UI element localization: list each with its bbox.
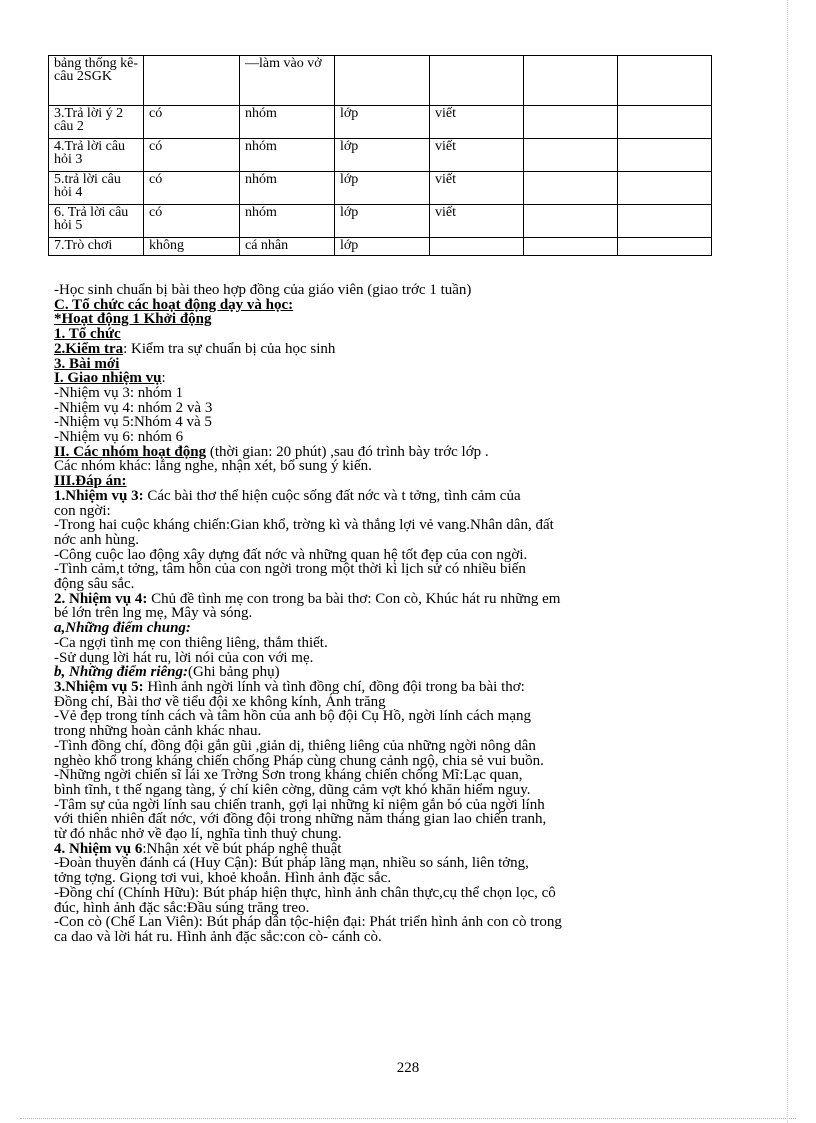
table-cell — [618, 172, 712, 205]
lesson-body — [54, 283, 714, 945]
table-cell — [524, 238, 618, 256]
text-line: -Nhiệm vụ 4: nhóm 2 và 3 — [54, 399, 213, 416]
text-line: Đồng chí, Bài thơ về tiểu đội xe không kính, Ánh trăng — [54, 693, 386, 710]
table-row — [49, 238, 712, 256]
table-cell: —làm vào vở — [240, 56, 335, 106]
inline-heading: II. Các nhóm hoạt động — [54, 443, 207, 460]
table-cell: lớp — [335, 139, 430, 172]
page-border-bottom — [20, 1118, 796, 1119]
text-line: với thiên nhiên đất nớc, với đồng đội trong những năm tháng gian lao chiến tranh, — [54, 811, 547, 828]
inline-heading: 2.Kiểm tra — [54, 340, 124, 357]
table-cell — [618, 106, 712, 139]
table-cell: 3.Trả lời ý 2 câu 2 — [49, 106, 144, 139]
text-line: -Tình đồng chí, đồng đội gắn gũi ,giản dị, thiêng liêng của những ngời nông dân — [54, 737, 536, 754]
text-line — [54, 842, 714, 857]
text-line: -Sử dụng lời hát ru, lời nói của con với mẹ. — [54, 649, 314, 666]
section-heading: *Hoạt động 1 Khởi động — [54, 311, 212, 328]
table-row — [49, 56, 712, 106]
inline-heading: b, Những điểm riêng: — [54, 664, 188, 681]
text-line: -Đoàn thuyền đánh cá (Huy Cận): Bút pháp lãng mạn, nhiều so sánh, liên tởng, — [54, 855, 529, 872]
table-cell: cá nhân — [240, 238, 335, 256]
table-cell — [618, 205, 712, 238]
text-line: -Tình cảm,t tởng, tâm hồn của con ngời trong một thời kì lịch sử có nhiều biến — [54, 561, 526, 578]
text-line: -Học sinh chuẩn bị bài theo hợp đồng của giáo viên (giao trớc 1 tuần) — [54, 282, 472, 298]
text-line: từ đó nhắc nhở về đạo lí, nghĩa tình thuỷ chung. — [54, 826, 342, 843]
table-cell: nhóm — [240, 106, 335, 139]
inline-text: : — [161, 370, 166, 387]
text-line: nghèo khổ trong kháng chiến chống Pháp cùng chung cảnh ngộ, chia sẻ vui buồn. — [54, 752, 544, 769]
text-line — [54, 489, 714, 504]
section-heading: C. Tổ chức các hoạt động dạy và học: — [54, 296, 294, 313]
text-line: nớc anh hùng. — [54, 531, 139, 548]
table-cell: không — [144, 238, 240, 256]
text-line: bé lớn trên lng mẹ, Mây và sóng. — [54, 605, 253, 622]
table-cell — [524, 56, 618, 106]
table-cell: 5.trả lời câu hỏi 4 — [49, 172, 144, 205]
table-row — [49, 106, 712, 139]
inline-heading: I. Giao nhiệm vụ — [54, 370, 162, 387]
section-heading: III.Đáp án: — [54, 473, 127, 490]
text-line: ca dao và lời hát ru. Hình ảnh đặc sắc:con cò- cánh cò. — [54, 928, 382, 945]
text-line: đúc, hình ảnh đặc sắc:Đầu súng trăng treo. — [54, 899, 310, 916]
table-cell: có — [144, 106, 240, 139]
inline-text: Hình ảnh ngời lính và tình đồng chí, đồng đội trong ba bài thơ: — [143, 678, 525, 695]
text-line: -Đồng chí (Chính Hữu): Bút pháp hiện thực, hình ảnh chân thực,cụ thể chọn lọc, cô — [54, 884, 556, 901]
table-cell — [144, 56, 240, 106]
table-cell: nhóm — [240, 139, 335, 172]
text-line — [54, 592, 714, 607]
table-cell: bảng thống kê- câu 2SGK — [49, 56, 144, 106]
table-cell: 4.Trả lời câu hỏi 3 — [49, 139, 144, 172]
text-line: bình tĩnh, t thế ngang tàng, ý chí kiên cờng, dũng cảm vợt khó khăn hiểm nguy. — [54, 781, 531, 798]
text-line — [54, 342, 714, 357]
text-line: động sâu sắc. — [54, 576, 135, 593]
table-cell: 7.Trò chơi — [49, 238, 144, 256]
text-line: -Con cò (Chế Lan Viên): Bút pháp dân tộc-hiện đại: Phát triển hình ảnh con cò trong — [54, 914, 562, 931]
table-cell: viết — [430, 139, 524, 172]
table-cell: viết — [430, 205, 524, 238]
inline-text: : Kiểm tra sự chuẩn bị của học sinh — [123, 340, 336, 357]
inline-text: Chủ đề tình mẹ con trong ba bài thơ: Con cò, Khúc hát ru những em — [147, 590, 561, 607]
table-cell: 6. Trả lời câu hỏi 5 — [49, 205, 144, 238]
text-line — [54, 371, 714, 386]
text-line: Các nhóm khác: lắng nghe, nhận xét, bổ sung ý kiến. — [54, 458, 372, 475]
text-line: -Những ngời chiến sĩ lái xe Trờng Sơn trong kháng chiến chống Mĩ:Lạc quan, — [54, 767, 523, 784]
page-border-right — [787, 0, 788, 1123]
table-cell: lớp — [335, 238, 430, 256]
table-cell: nhóm — [240, 172, 335, 205]
table-cell — [618, 139, 712, 172]
table-cell — [430, 238, 524, 256]
table-cell — [618, 238, 712, 256]
text-line: -Vẻ đẹp trong tính cách và tâm hồn của anh bộ đội Cụ Hồ, ngời lính cách mạng — [54, 708, 531, 725]
inline-heading: 2. Nhiệm vụ 4: — [54, 590, 148, 607]
table-cell: lớp — [335, 106, 430, 139]
text-line: trong những hoàn cảnh khác nhau. — [54, 723, 262, 740]
table-row — [49, 172, 712, 205]
text-line — [54, 680, 714, 695]
text-line — [54, 445, 714, 460]
page-number: 228 — [396, 1060, 420, 1076]
table-cell: viết — [430, 172, 524, 205]
table-cell — [524, 139, 618, 172]
inline-text: (Ghi bảng phụ) — [188, 664, 280, 681]
table-cell — [618, 56, 712, 106]
inline-heading: 1.Nhiệm vụ 3: — [54, 487, 144, 504]
table-cell: có — [144, 139, 240, 172]
table-cell — [524, 106, 618, 139]
table-cell — [430, 56, 524, 106]
text-line: con ngời: — [54, 502, 111, 519]
table-cell: có — [144, 205, 240, 238]
table-cell: lớp — [335, 205, 430, 238]
text-line: -Tâm sự của ngời lính sau chiến tranh, gợi lại những kỉ niệm gắn bó của ngời lính — [54, 796, 545, 813]
text-line: -Nhiệm vụ 6: nhóm 6 — [54, 429, 184, 446]
table-cell: nhóm — [240, 205, 335, 238]
table-cell — [524, 172, 618, 205]
table-cell: viết — [430, 106, 524, 139]
text-line: -Công cuộc lao động xây dựng đất nớc và những quan hệ tốt đẹp của con ngời. — [54, 546, 528, 563]
section-heading: 1. Tổ chức — [54, 326, 121, 343]
text-line: -Ca ngợi tình mẹ con thiêng liêng, thắm thiết. — [54, 634, 328, 651]
sub-heading: a,Những điểm chung: — [54, 620, 191, 637]
text-line: tởng tợng. Giọng tơi vui, khoẻ khoắn. Hình ảnh đặc sắc. — [54, 870, 392, 887]
table-cell: có — [144, 172, 240, 205]
table-row — [49, 139, 712, 172]
text-line: -Nhiệm vụ 5:Nhóm 4 và 5 — [54, 414, 212, 431]
inline-text: :Nhận xét về bút pháp nghệ thuật — [142, 840, 342, 857]
table-cell — [524, 205, 618, 238]
inline-text: (thời gian: 20 phút) ,sau đó trình bày trớc lớp . — [206, 443, 489, 460]
inline-text: Các bài thơ thể hiện cuộc sống đất nớc và t tởng, tình cảm của — [143, 487, 521, 504]
text-line: -Trong hai cuộc kháng chiến:Gian khổ, trờng kì và thắng lợi vẻ vang.Nhân dân, đất — [54, 517, 554, 534]
section-heading: 3. Bài mới — [54, 355, 120, 372]
inline-heading: 3.Nhiệm vụ 5: — [54, 678, 144, 695]
text-line: -Nhiệm vụ 3: nhóm 1 — [54, 384, 184, 401]
table-cell: lớp — [335, 172, 430, 205]
activity-table — [48, 55, 712, 256]
text-line — [54, 665, 714, 680]
inline-heading: 4. Nhiệm vụ 6 — [54, 840, 143, 857]
table-cell — [335, 56, 430, 106]
table-row — [49, 205, 712, 238]
